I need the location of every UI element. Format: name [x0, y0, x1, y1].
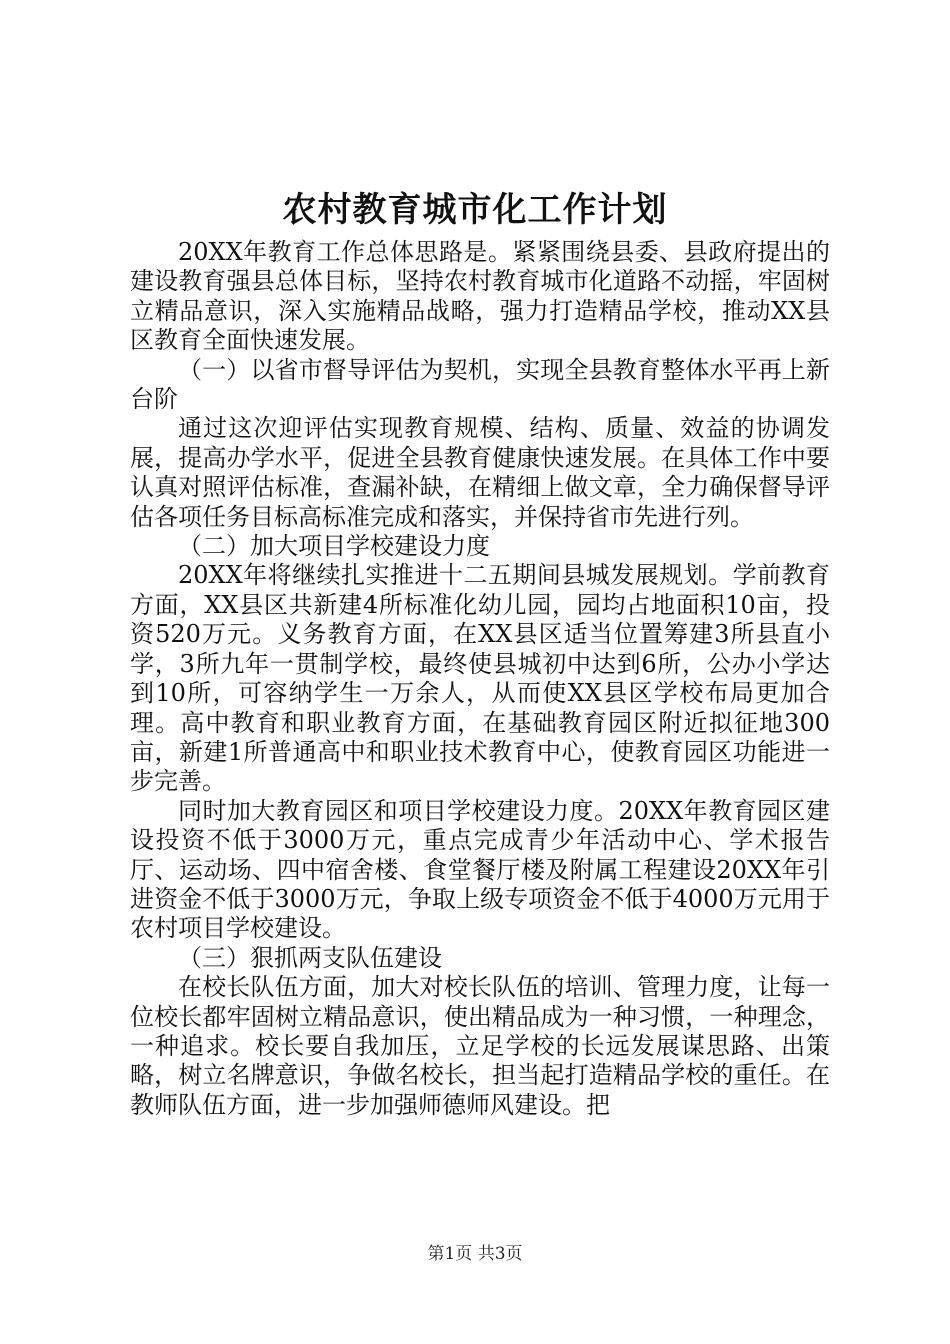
page-number-footer: 第1页 共3页 [427, 1244, 523, 1264]
paragraph-overview: 20XX年教育工作总体思路是。紧紧围绕县委、县政府提出的建设教育强县总体目标，坚持农村教育城市化道路不动摇，牢固树立精品意识，深入实施精品战略，强力打造精品学校，推动XX县区教育全面快速发展。 [130, 238, 830, 355]
document-body [130, 238, 830, 1120]
section-heading-2: （二）加大项目学校建设力度 [178, 532, 490, 561]
section-heading-3: （三）狠抓两支队伍建设 [178, 943, 442, 972]
paragraph-section-1: 通过这次迎评估实现教育规模、结构、质量、效益的协调发展，提高办学水平，促进全县教育健康快速发展。在具体工作中要认真对照评估标准，查漏补缺，在精细上做文章，全力确保督导评估各项任务目标高标准完成和落实，并保持省市先进行列。 [130, 414, 830, 531]
section-heading-1: （一）以省市督导评估为契机，实现全县教育整体水平再上新台阶 [130, 355, 830, 414]
paragraph-section-2b: 同时加大教育园区和项目学校建设力度。20XX年教育园区建设投资不低于3000万元，重点完成青少年活动中心、学术报告厅、运动场、四中宿舍楼、食堂餐厅楼及附属工程建设20XX年引进资金不低于3000万元，争取上级专项资金不低于4000万元用于农村项目学校建设。 [130, 796, 830, 943]
paragraph-section-2a: 20XX年将继续扎实推进十二五期间县城发展规划。学前教育方面，XX县区共新建4所标准化幼儿园，园均占地面积10亩，投资520万元。义务教育方面，在XX县区适当位置筹建3所县直小学，3所九年一贯制学校，最终使县城初中达到6所，公办小学达到10所，可容纳学生一万余人，从而使XX县区学校布局更加合理。高中教育和职业教育方面，在基础教育园区附近拟征地300亩，新建1所普通高中和职业技术教育中心，使教育园区功能进一步完善。 [130, 561, 830, 796]
document-title: 农村教育城市化工作计划 [282, 190, 668, 230]
paragraph-section-3: 在校长队伍方面，加大对校长队伍的培训、管理力度，让每一位校长都牢固树立精品意识，使出精品成为一种习惯，一种理念，一种追求。校长要自我加压，立足学校的长远发展谋思路、出策略，树立名牌意识，争做名校长，担当起打造精品学校的重任。在教师队伍方面，进一步加强师德师风建设。把 [130, 973, 830, 1119]
